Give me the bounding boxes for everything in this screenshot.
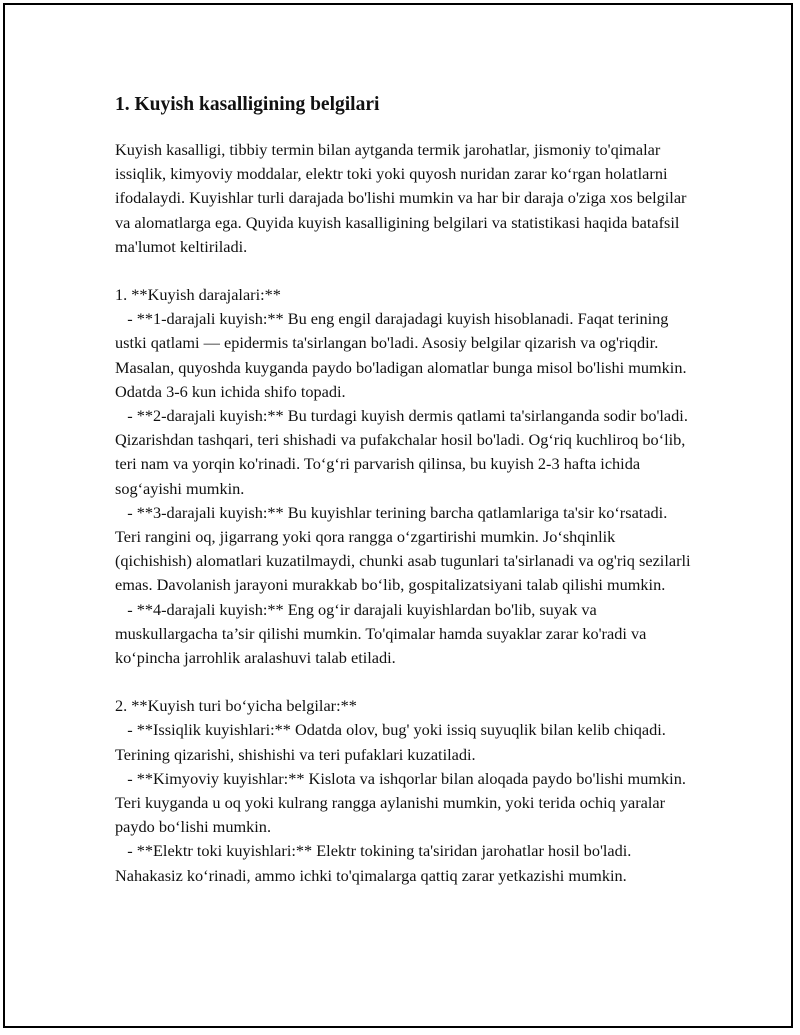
list-item: - **Elektr toki kuyishlari:** Elektr tokining ta'siridan jarohatlar hosil bo'ladi. Nahakasiz ko‘rinadi, ammo ichki to'qimalarga qattiq zarar yetkazishi mumkin. bbox=[115, 841, 636, 885]
intro-paragraph: Kuyish kasalligi, tibbiy termin bilan aytganda termik jarohatlar, jismoniy to'qimalar issiqlik, kimyoviy moddalar, elektr toki yoki quyosh nuridan zarar ko‘rgan holatlarni ifodalaydi. Kuyishlar turli darajada bo'lishi mumkin va har bir daraja o'ziga xos belgilar va alomatlarga ega. Quyida kuyish kasalligining belgilari va statistikasi haqida batafsil ma'lumot keltiriladi. bbox=[115, 140, 691, 256]
section-gap bbox=[115, 259, 695, 283]
list-item: - **4-darajali kuyish:** Eng og‘ir darajali kuyishlardan bo'lib, suyak va muskullargacha ta’sir qilishi mumkin. To'qimalar hamda suyaklar zarar ko'radi va ko‘pincha jarrohlik aralashuvi talab etiladi. bbox=[115, 599, 651, 668]
list-item: - **Kimyoviy kuyishlar:** Kislota va ishqorlar bilan aloqada paydo bo'lishi mumkin. Teri kuyganda u oq yoki kulrang rangga aylanishi mumkin, yoki terida ochiq yaralar paydo bo‘lishi mumkin. bbox=[115, 768, 690, 837]
list-item: - **3-darajali kuyish:** Bu kuyishlar terining barcha qatlamlariga ta'sir ko‘rsatadi. Teri rangini oq, jigarrang yoki qora rangga o‘zgartirishi mumkin. Jo‘shqinlik (qichishish) alomatlari kuzatilmaydi, chunki asab tugunlari ta'sirlanadi va og'riq sezilarli emas. Davolanish jarayoni murakkab bo‘lib, gospitalizatsiyani talab qilishi mumkin. bbox=[115, 502, 695, 595]
list-item: - **1-darajali kuyish:** Bu eng engil darajadagi kuyish hisoblanadi. Faqat terining ustki qatlami — epidermis ta'sirlangan bo'ladi. Asosiy belgilar qizarish va og'riqdir. Masalan, quyoshda kuyganda paydo bo'ladigan alomatlar bunga misol bo'lishi mumkin. Odatda 3-6 kun ichida shifo topadi. bbox=[115, 309, 691, 401]
section-gap bbox=[115, 670, 695, 694]
section-burn-degrees bbox=[115, 283, 695, 670]
list-item: - **Issiqlik kuyishlari:** Odatda olov, bug' yoki issiq suyuqlik bilan kelib chiqadi. Terining qizarishi, shishishi va teri pufaklari kuzatiladi. bbox=[115, 720, 670, 764]
document-title: 1. Kuyish kasalligining belgilari bbox=[115, 94, 380, 115]
section-heading: 1. **Kuyish darajalari:** bbox=[115, 285, 281, 305]
section-burn-types bbox=[115, 694, 695, 888]
section-heading: 2. **Kuyish turi bo‘yicha belgilar:** bbox=[115, 696, 357, 716]
list-item: - **2-darajali kuyish:** Bu turdagi kuyish dermis qatlami ta'sirlanganda sodir bo'ladi. Qizarishdan tashqari, teri shishadi va pufakchalar hosil bo'ladi. Og‘riq kuchliroq bo‘lib, teri nam va yorqin ko'rinadi. To‘g‘ri parvarish qilinsa, bu kuyish 2-3 hafta ichida sog‘ayishi mumkin. bbox=[115, 406, 692, 498]
document-body bbox=[115, 92, 695, 888]
